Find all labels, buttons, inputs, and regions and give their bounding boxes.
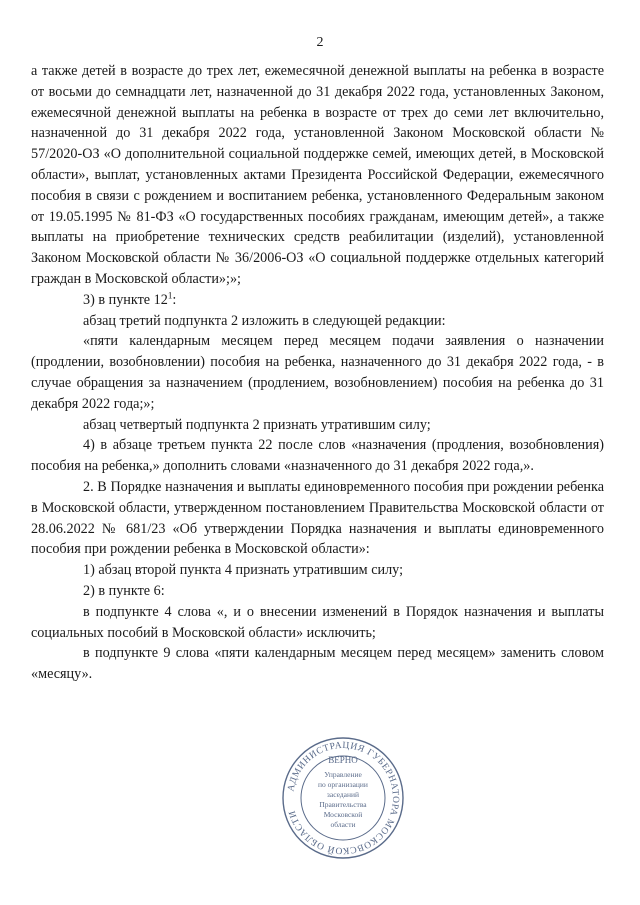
page-number: 2: [316, 35, 324, 50]
paragraph-quoted-text: «пяти календарным месяцем перед месяцем подачи заявления о назначении (продлении, возобновлении) пособия на ребенка, назначенного до 31 декабря 2022 года, - в случае обращения за назначением (продлением, возобновлением) пособия на ребенка до 31 декабря 2022 года;»;: [31, 333, 604, 412]
stamp-inner-line-4: Правительства: [319, 800, 367, 809]
official-stamp: [280, 735, 406, 861]
section-2-subitem-9: в подпункте 9 слова «пяти календарным месяцем перед месяцем» заменить словом «месяцу».: [31, 645, 604, 683]
stamp-verified-label: ВЕРНО: [328, 755, 358, 765]
stamp-inner-line-5: Московской: [323, 810, 363, 819]
document-body: [31, 61, 604, 685]
paragraph-continuation: а также детей в возрасте до трех лет, ежемесячной денежной выплаты на ребенка в возрасте от восьми до семнадцати лет, назначенной до 31 декабря 2022 года, установленных Законом, ежемесячной денежной выплаты на ребенка в возрасте от трех до семи лет включительно, назначенной до 31 декабря 2022 года, установленной Законом Московской области № 57/2020-ОЗ «О дополнительной социальной поддержке семей, имеющих детей, в Московской области», выплат, установленных актами Президента Российской Федерации, ежемесячного пособия в связи с рождением и воспитанием ребенка, установленного Федеральным законом от 19.05.1995 № 81-ФЗ «О государственных пособиях гражданам, имеющим детей», а также выплаты на приобретение технических средств реабилитации (изделий), установленной Законом Московской области № 36/2006-ОЗ «О социальной поддержке отдельных категорий граждан в Московской области»;»;: [31, 63, 604, 287]
section-2-item-1: 1) абзац второй пункта 4 признать утратившим силу;: [83, 562, 404, 579]
section-2: 2. В Порядке назначения и выплаты единовременного пособия при рождении ребенка в Московской области, утвержденном постановлением Правительства Московской области от 28.06.2022 № 681/23 «Об утверждении Порядка назначения и выплаты единовременного пособия при рождении ребенка в Московской области»:: [31, 478, 604, 558]
stamp-inner-line-1: Управление: [324, 770, 362, 779]
stamp-inner-line-3: заседаний: [326, 790, 360, 799]
item-3-tail: :: [172, 291, 177, 308]
stamp-inner-line-6: области: [330, 820, 356, 829]
item-3-text: 3) в пункте 12: [83, 291, 168, 308]
item-4: 4) в абзаце третьем пункта 22 после слов «назначения (продления, возобновления) пособия на ребенка,» дополнить словами «назначенного до 31 декабря 2022 года,».: [31, 437, 604, 475]
stamp-ring-text: АДМИНИСТРАЦИЯ ГУБЕРНАТОРА МОСКОВСКОЙ ОБЛАСТИ: [286, 740, 401, 856]
paragraph-subitem-2-third: абзац третий подпункта 2 изложить в следующей редакции:: [83, 312, 446, 329]
section-2-subitem-4: в подпункте 4 слова «, и о внесении изменений в Порядок назначения и выплаты социальных пособий в Московской области» исключить;: [31, 603, 604, 641]
section-2-item-2: 2) в пункте 6:: [83, 582, 165, 599]
paragraph-subitem-2-fourth: абзац четвертый подпункта 2 признать утратившим силу;: [83, 416, 431, 433]
item-3-superscript: 1: [167, 290, 173, 301]
item-3-heading: [31, 290, 604, 311]
stamp-inner-line-2: по организации: [318, 780, 368, 789]
